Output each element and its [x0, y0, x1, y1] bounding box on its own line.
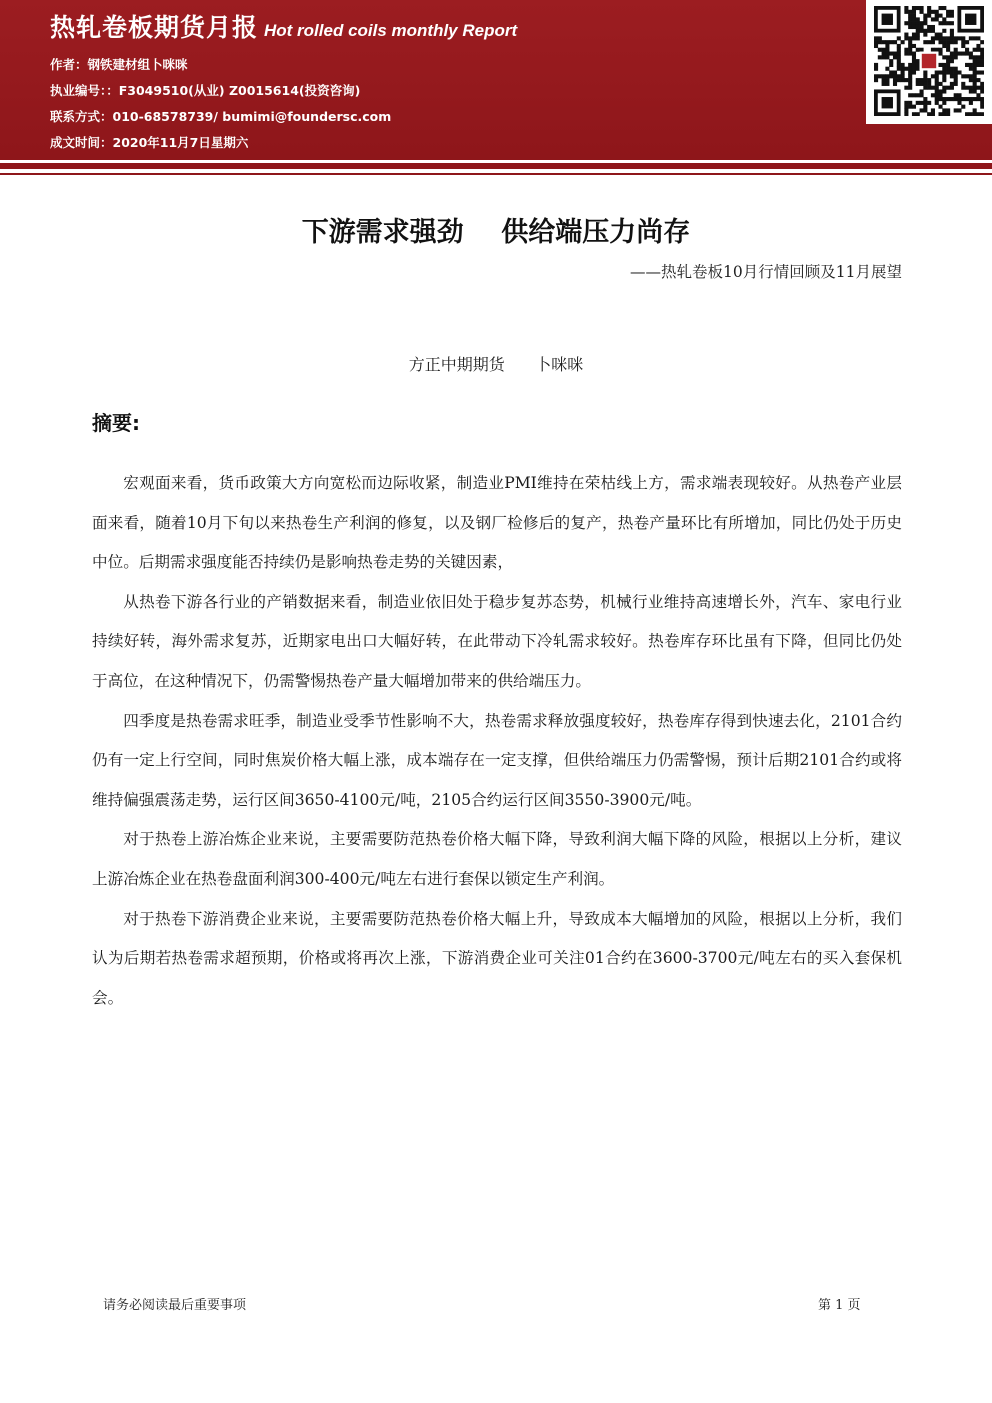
qr-code-icon — [866, 0, 992, 124]
page-number: 第 1 页 — [818, 1298, 861, 1313]
abstract-body — [92, 464, 902, 1018]
report-title — [50, 8, 517, 44]
document-title: 下游需求强劲 供给端压力尚存 — [301, 217, 691, 248]
report-title-cn: 热轧卷板期货月报 — [50, 13, 259, 42]
footer-notice: 请务必阅读最后重要事项 — [103, 1298, 247, 1313]
byline: 方正中期期货 卜咪咪 — [408, 355, 584, 374]
paragraph: 从热卷下游各行业的产销数据来看，制造业依旧处于稳步复苏态势，机械行业维持高速增长外，汽车、家电行业持续好转，海外需求复苏，近期家电出口大幅好转，在此带动下冷轧需求较好。热卷库存环比虽有下降，但同比仍处于高位，在这种情况下，仍需警惕热卷产量大幅增加带来的供给端压力。 — [92, 592, 902, 690]
document-subtitle: ——热轧卷板10月行情回顾及11月展望 — [630, 263, 902, 281]
contact-line: 联系方式：010-68578739/ bumimi@foundersc.com — [50, 109, 392, 124]
header-divider — [0, 163, 992, 169]
license-line: 执业编号：：F3049510(从业) Z0015614(投资咨询) — [50, 83, 361, 98]
report-title-en: Hot rolled coils monthly Report — [264, 21, 518, 40]
paragraph: 宏观面来看，货币政策大方向宽松而边际收紧，制造业PMI维持在荣枯线上方，需求端表现较好。从热卷产业层面来看，随着10月下旬以来热卷生产利润的修复，以及钢厂检修后的复产，热卷产量环比有所增加，同比仍处于历史中位。后期需求强度能否持续仍是影响热卷走势的关键因素， — [92, 474, 902, 572]
paragraph: 四季度是热卷需求旺季，制造业受季节性影响不大，热卷需求释放强度较好，热卷库存得到快速去化，2101合约仍有一定上行空间，同时焦炭价格大幅上涨，成本端存在一定支撑，但供给端压力仍需警惕，预计后期2101合约或将维持偏强震荡走势，运行区间3650-4100元/吨，2105合约运行区间3550-3900元/吨。 — [92, 711, 902, 809]
abstract-heading: 摘要: — [92, 411, 140, 435]
header-divider-thin — [0, 173, 992, 175]
author-line: 作者：钢铁建材组卜咪咪 — [50, 57, 188, 72]
paragraph: 对于热卷下游消费企业来说，主要需要防范热卷价格大幅上升，导致成本大幅增加的风险，根据以上分析，我们认为后期若热卷需求超预期，价格或将再次上涨，下游消费企业可关注01合约在3600-3700元/吨左右的买入套保机会。 — [92, 909, 902, 1007]
paragraph: 对于热卷上游冶炼企业来说，主要需要防范热卷价格大幅下降，导致利润大幅下降的风险，根据以上分析，建议上游冶炼企业在热卷盘面利润300-400元/吨左右进行套保以锁定生产利润。 — [92, 830, 902, 888]
date-line: 成文时间：2020年11月7日星期六 — [50, 135, 249, 150]
